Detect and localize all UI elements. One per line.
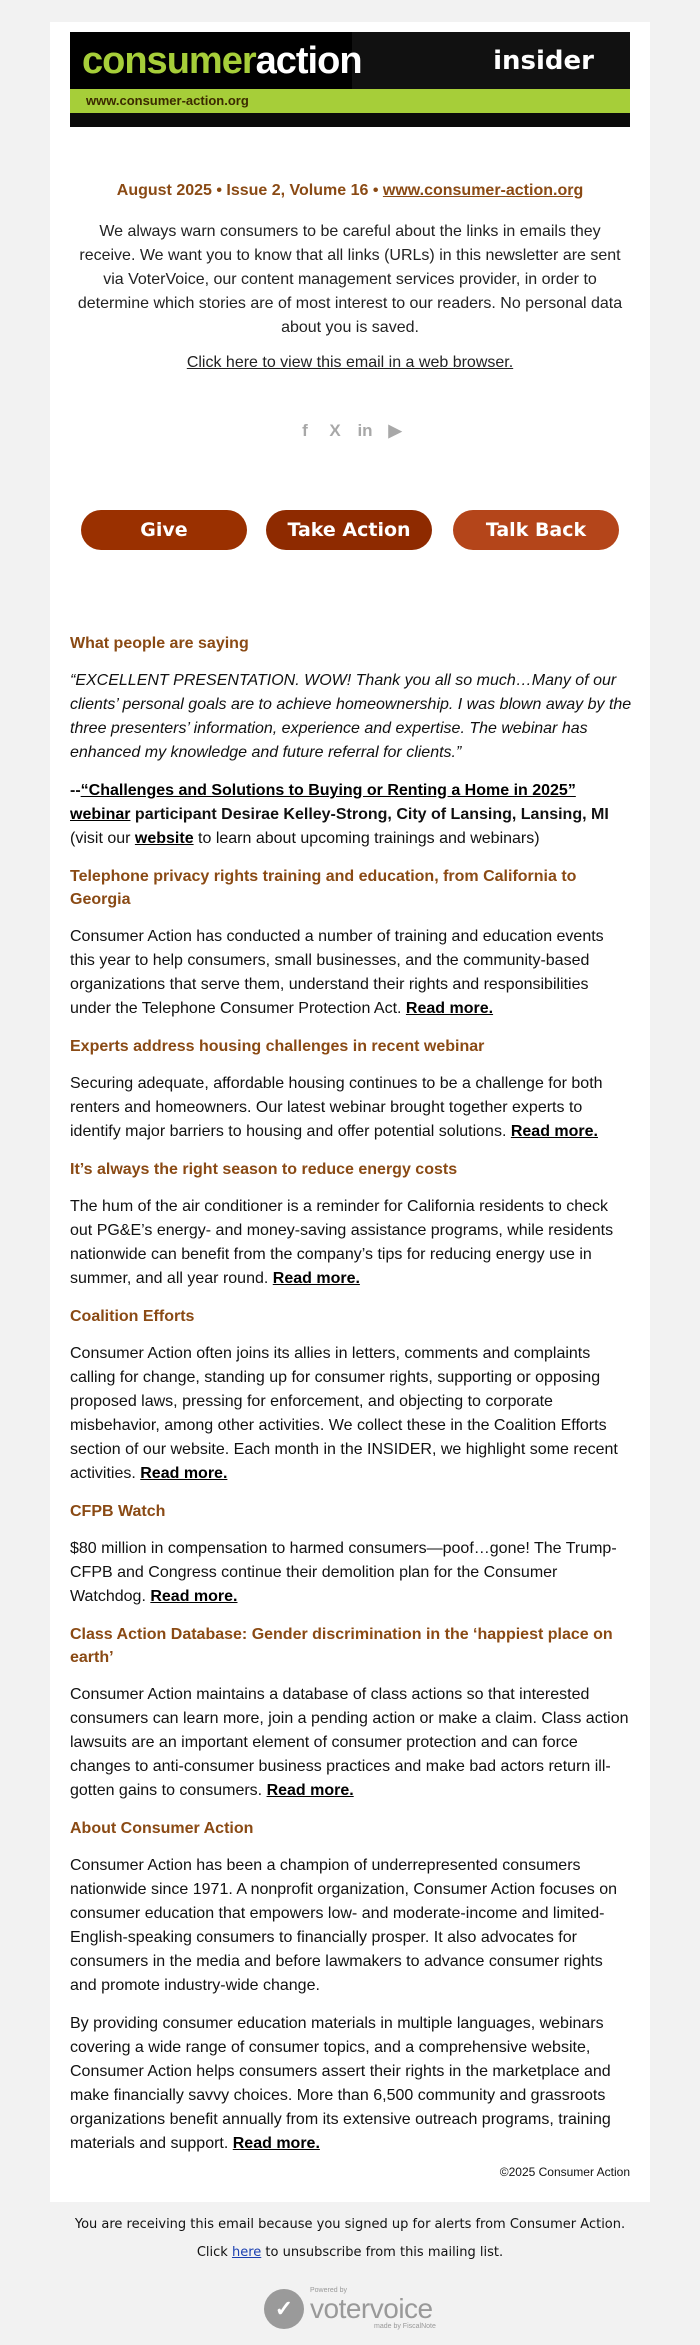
unsubscribe-line <box>0 2243 700 2263</box>
issue-site-link[interactable]: www.consumer-action.org <box>382 182 584 199</box>
social-links <box>295 420 405 442</box>
section-heading-about: About Consumer Action <box>70 1820 254 1837</box>
body-text: By providing consumer education materials in multiple languages, webinars covering a wide range of consumer topics, and a comprehensive website, Consumer Action helps consumers assert their rights in the marketplace and make financially savvy choices. More than 6,500 community and grassroots organizations benefit annually from its extensive outreach programs, training materials and support. <box>70 2015 611 2152</box>
intro-text: We always warn consumers to be careful about the links in emails they receive. We want you to know that all links (URLs) in this newsletter are sent via VoterVoice, our content management services provider, in order to determine which stories are of most interest to our readers. No personal data about you is saved. <box>77 223 623 336</box>
section-body-classaction <box>70 1683 632 1803</box>
newsletter-content <box>70 632 632 2170</box>
visit-text-post: to learn about upcoming trainings and webinars) <box>193 830 540 847</box>
powered-by-label: Powered by <box>310 2287 347 2294</box>
read-more-link-housing[interactable]: Read more. <box>510 1123 598 1140</box>
view-in-browser-link[interactable]: Click here to view this email in a web browser. <box>186 354 514 371</box>
section-body-about-1: Consumer Action has been a champion of underrepresented consumers nationwide since 1971. A nonprofit organization, Consumer Action focuses on consumer education that empowers low- and moderate-income and limited-English-speaking consumers to financially prosper. It also advocates for consumers in the media and before lawmakers to advance consumer rights and promote industry-wide change. <box>70 1857 618 1994</box>
votervoice-logo-icon: ✓ <box>264 2289 304 2329</box>
consumer-action-logo <box>82 40 362 83</box>
unsubscribe-post: to unsubscribe from this mailing list. <box>261 2245 504 2260</box>
linkedin-icon[interactable]: in <box>357 421 373 440</box>
masthead-site-url[interactable]: www.consumer-action.org <box>86 93 249 108</box>
email-footer <box>0 2215 700 2271</box>
facebook-icon[interactable]: f <box>302 421 308 440</box>
section-body-cfpb <box>70 1537 632 1609</box>
cta-buttons <box>70 510 630 552</box>
section-heading-energy: It’s always the right season to reduce energy costs <box>70 1161 458 1178</box>
section-heading-classaction: Class Action Database: Gender discrimination in the ‘happiest place on earth’ <box>70 1626 613 1666</box>
webinar-link[interactable]: “Challenges and Solutions to Buying or Renting a Home in 2025” webinar <box>70 782 576 823</box>
youtube-icon[interactable]: ▶ <box>388 421 402 440</box>
section-heading-coalition: Coalition Efforts <box>70 1308 195 1325</box>
read-more-link-classaction[interactable]: Read more. <box>266 1782 354 1799</box>
read-more-link-coalition[interactable]: Read more. <box>140 1465 228 1482</box>
unsubscribe-link[interactable]: here <box>231 2245 262 2260</box>
visit-text-pre: (visit our <box>70 830 135 847</box>
testimonial-quote: “EXCELLENT PRESENTATION. WOW! Thank you all so much…Many of our clients’ personal goals are to achieve homeownership. I was blown away by the three presenters’ information, experience and expertise. The webinar has enhanced my knowledge and future referral for clients.” <box>70 672 632 761</box>
body-text: Securing adequate, affordable housing continues to be a challenge for both renters and homeowners. Our latest webinar brought together experts to identify major barriers to housing and offer potential solutions. <box>70 1075 603 1140</box>
x-icon[interactable]: X <box>329 421 341 440</box>
body-text: Consumer Action maintains a database of class actions so that interested consumers can learn more, join a pending action or make a claim. Class action lawsuits are an important element of consumer protection and can force changes to anti-consumer business practices and make bad actors return ill-gotten gains to consumers. <box>70 1686 629 1799</box>
section-body-about-2 <box>70 2012 632 2156</box>
read-more-link-cfpb[interactable]: Read more. <box>150 1588 238 1605</box>
attribution-name: participant Desirae Kelley-Strong, City of Lansing, Lansing, MI <box>130 806 609 823</box>
section-heading-housing: Experts address housing challenges in recent webinar <box>70 1038 485 1055</box>
section-body-telephone <box>70 925 632 1021</box>
take-action-button[interactable]: Take Action <box>266 510 432 550</box>
body-text: Consumer Action has conducted a number of training and education events this year to help consumers, small businesses, and the community-based organizations that serve them, understand their rights and responsibilities under the Telephone Consumer Protection Act. <box>70 928 604 1017</box>
site-url-bar <box>70 89 630 113</box>
unsubscribe-pre: Click <box>196 2245 232 2260</box>
body-text: Consumer Action often joins its allies in letters, comments and complaints calling for change, standing up for consumer rights, supporting or opposing proposed laws, pressing for enforcement, and objecting to corporate misbehavior, among other activities. We collect these in the Coalition Efforts section of our website. Each month in the INSIDER, we highlight some recent activities. <box>70 1345 618 1482</box>
give-button[interactable]: Give <box>81 510 247 550</box>
talk-back-button[interactable]: Talk Back <box>453 510 619 550</box>
website-link[interactable]: website <box>134 830 194 847</box>
email-card <box>50 22 650 2202</box>
votervoice-badge[interactable] <box>264 2285 436 2333</box>
read-more-link-about[interactable]: Read more. <box>232 2135 320 2152</box>
section-body-energy <box>70 1195 632 1291</box>
section-heading-cfpb: CFPB Watch <box>70 1503 166 1520</box>
fiscalnote-label: made by FiscalNote <box>374 2323 436 2330</box>
body-text: The hum of the air conditioner is a reminder for California residents to check out PG&E’s energy- and money-saving assistance programs, while residents nationwide can benefit from the company’s tips for reducing energy use in summer, and all year round. <box>70 1198 614 1287</box>
section-heading-people: What people are saying <box>70 635 249 652</box>
signup-notice: You are receiving this email because you signed up for alerts from Consumer Action. <box>74 2217 626 2232</box>
testimonial-attribution <box>70 779 632 851</box>
issue-line <box>50 182 650 200</box>
votervoice-wordmark: votervoice <box>310 2293 433 2324</box>
newsletter-masthead <box>70 32 630 127</box>
logo-word-action: action <box>255 40 362 82</box>
read-more-link-telephone[interactable]: Read more. <box>405 1000 494 1017</box>
copyright-text: ©2025 Consumer Action <box>499 2165 630 2179</box>
attribution-dash: -- <box>70 782 81 799</box>
insider-label: insider <box>493 46 594 76</box>
section-body-coalition <box>70 1342 632 1486</box>
logo-word-consumer: consumer <box>82 40 256 82</box>
read-more-link-energy[interactable]: Read more. <box>272 1270 360 1287</box>
section-heading-telephone: Telephone privacy rights training and education, from California to Georgia <box>70 868 577 908</box>
body-text: $80 million in compensation to harmed consumers—poof…gone! The Trump-CFPB and Congress continue their demolition plan for the Consumer Watchdog. <box>70 1540 617 1605</box>
section-body-housing <box>70 1072 632 1144</box>
issue-date: August 2025 • Issue 2, Volume 16 • <box>116 182 383 199</box>
